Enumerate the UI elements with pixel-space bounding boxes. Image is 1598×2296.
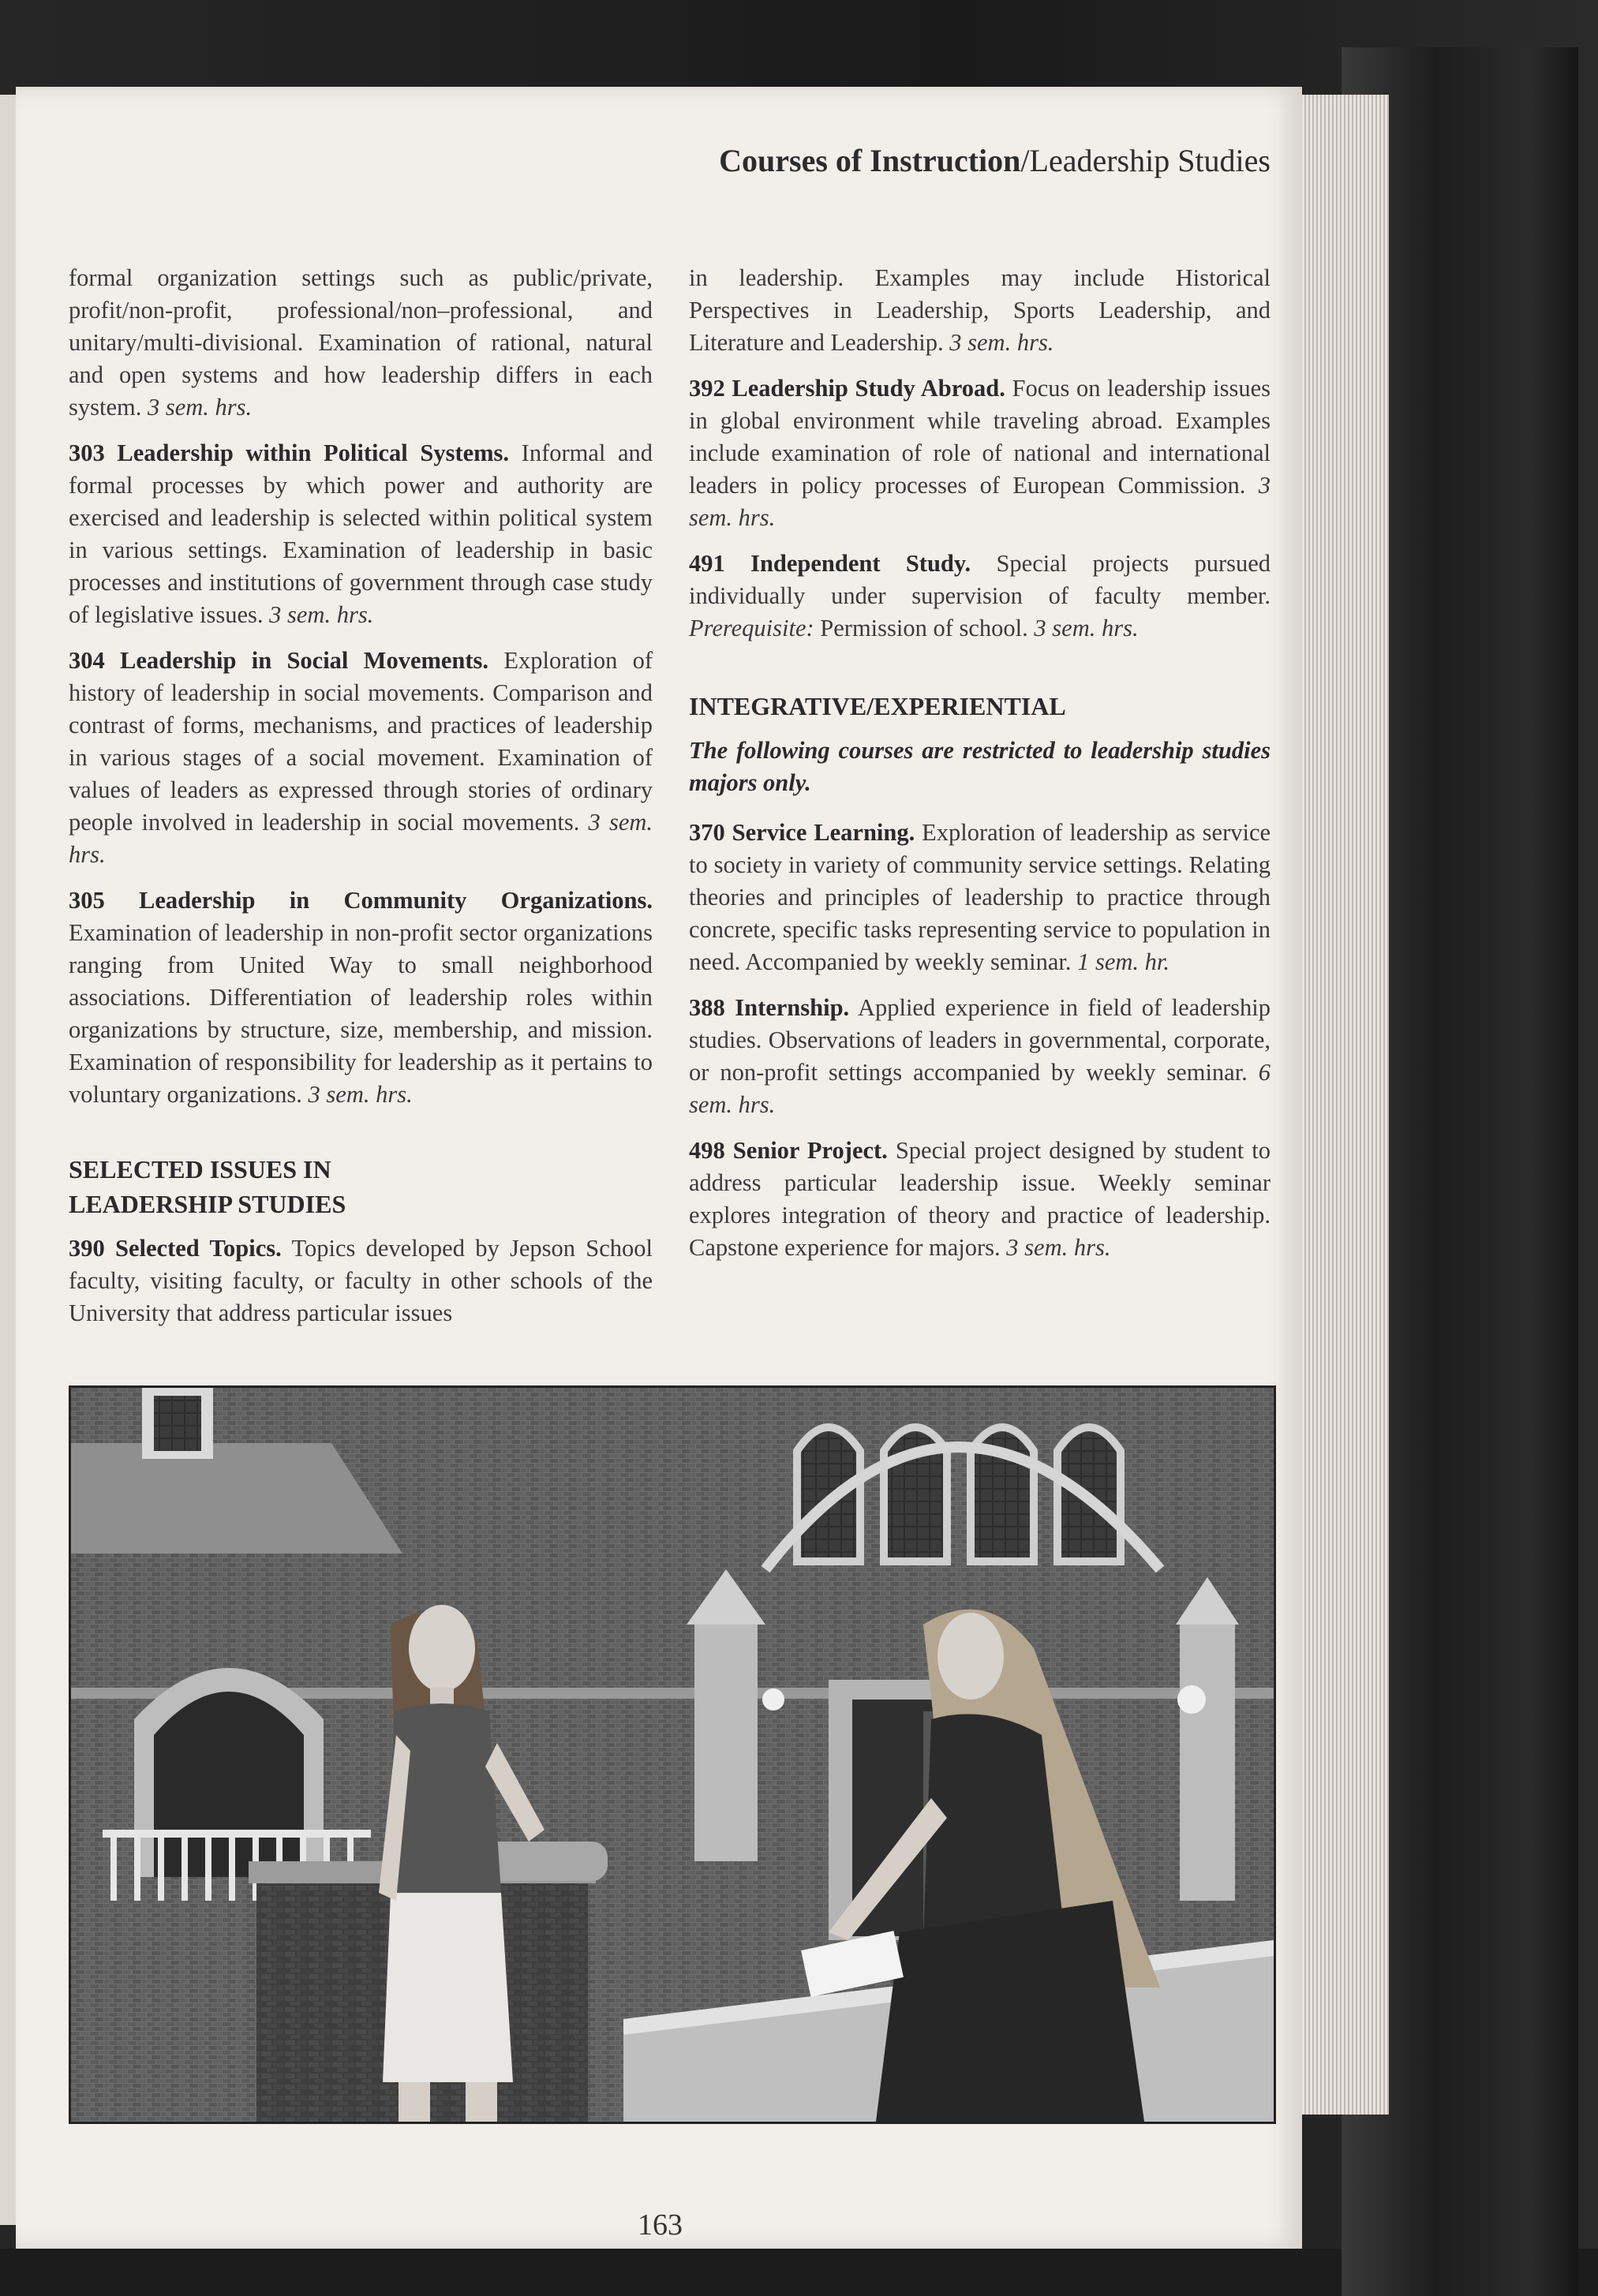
course-hours: 3 sem. hrs. — [147, 394, 253, 421]
course-number: 392 — [689, 375, 725, 402]
prerequisite-text: Permission of school. — [820, 615, 1028, 641]
course-text: Informal and formal processes by which power and authority are exercised and leadership is selected within political system in various settings. Examination of leadership in basic processes and institutions of government through case study of legislative issues. — [69, 439, 653, 628]
section-note: The following courses are restricted to leadership studies majors only. — [689, 737, 1271, 796]
right-column — [689, 262, 1271, 1277]
section-heading-integrative: INTEGRATIVE/EXPERIENTIAL — [689, 692, 1066, 720]
course-hours: 1 sem. hr. — [1077, 948, 1170, 975]
course-number: 388 — [689, 994, 725, 1021]
course-title: Leadership in Social Movements. — [120, 647, 489, 674]
course-number: 390 — [69, 1235, 105, 1262]
course-continuation — [689, 262, 1271, 359]
course-hours: 3 sem. hrs. — [269, 601, 374, 628]
course-number: 491 — [689, 550, 725, 577]
course-text: Special project designed by student to address particular leadership issue. Weekly seminar explores integration of theory and practice of leadership. Capstone experience for majors. — [689, 1137, 1271, 1261]
course-text: Exploration of leadership as service to society in variety of community service settings. Relating theories and principles of leadership to practice through concrete, specific tasks representing service to population in need. Accompanied by weekly seminar. — [689, 819, 1271, 975]
course-number: 303 — [69, 439, 105, 466]
course-text: Focus on leadership issues in global environment while traveling abroad. Examples include examination of role of national and international leaders in policy processes of European Commission. — [689, 375, 1271, 499]
course-hours: 3 sem. hrs. — [308, 1081, 413, 1108]
course-text: Topics developed by Jepson School faculty, visiting faculty, or faculty in other schools of the University that address particular issues — [69, 1235, 653, 1326]
running-head — [719, 142, 1271, 179]
course-hours: 3 sem. hrs. — [949, 329, 1054, 356]
course-title: Selected Topics. — [115, 1235, 282, 1262]
course-title: Senior Project. — [732, 1137, 888, 1164]
course-text: Examination of leadership in non-profit sector organizations ranging from United Way to small neighborhood associations. Differentiation of leadership roles within organizations by structure, size, membership, and mission. Examination of responsibility for leadership as it pertains to voluntary organizations. — [69, 919, 653, 1108]
course-number: 304 — [69, 647, 105, 674]
course-title: Leadership Study Abroad. — [732, 375, 1005, 402]
prerequisite-label: Prerequisite: — [689, 615, 814, 641]
course-entry-392 — [689, 372, 1271, 534]
course-entry-388 — [689, 992, 1271, 1121]
course-hours: 3 sem. hrs. — [689, 472, 1271, 531]
course-entry-491 — [689, 548, 1271, 645]
course-title: Internship. — [735, 994, 850, 1021]
running-head-section: Courses of Instruction — [719, 143, 1021, 178]
course-number: 305 — [69, 887, 105, 914]
course-text: Exploration of history of leadership in social movements. Comparison and contrast of forms, mechanisms, and practices of leadership in various stages of a social movement. Examination of values of leaders as expressed through stories of ordinary people involved in leadership in social movements. — [69, 647, 653, 836]
course-title: Leadership in Community Organizations. — [139, 887, 653, 914]
course-title: Independent Study. — [750, 550, 971, 577]
left-column — [69, 262, 653, 1343]
course-entry-303 — [69, 437, 653, 631]
course-entry-390 — [69, 1232, 653, 1329]
section-heading-selected-issues: SELECTED ISSUES IN LEADERSHIP STUDIES — [69, 1155, 346, 1218]
running-head-subsection: /Leadership Studies — [1020, 143, 1271, 178]
course-entry-498 — [689, 1135, 1271, 1264]
course-entry-304 — [69, 645, 653, 871]
course-text: in leadership. Examples may include Historical Perspectives in Leadership, Sports Leadership, and Literature and Leadership. — [689, 264, 1271, 356]
course-text: Special projects pursued individually under supervision of faculty member. — [689, 550, 1271, 609]
course-number: 498 — [689, 1137, 725, 1164]
course-hours: 3 sem. hrs. — [1034, 615, 1139, 641]
course-text: formal organization settings such as public/private, profit/non-profit, professional/non–professional, and unitary/multi-divisional. Examination of rational, natural and open systems and how leadership differs in each system. — [69, 264, 653, 421]
page-number: 163 — [638, 2208, 683, 2242]
course-hours: 3 sem. hrs. — [1006, 1234, 1111, 1261]
campus-photo — [69, 1385, 1276, 2124]
campus-photo-illustration — [71, 1388, 1274, 2122]
course-hours: 3 sem. hrs. — [69, 809, 653, 868]
course-title: Leadership within Political Systems. — [117, 439, 510, 466]
course-hours: 6 sem. hrs. — [689, 1059, 1271, 1118]
course-continuation — [69, 262, 653, 424]
page-stack-edges — [1294, 95, 1389, 2115]
course-title: Service Learning. — [732, 819, 915, 846]
course-entry-305 — [69, 884, 653, 1111]
course-entry-370 — [689, 817, 1271, 978]
course-number: 370 — [689, 819, 725, 846]
course-text: Applied experience in field of leadership studies. Observations of leaders in governmental, corporate, or non-profit settings accompanied by weekly seminar. — [689, 994, 1271, 1086]
